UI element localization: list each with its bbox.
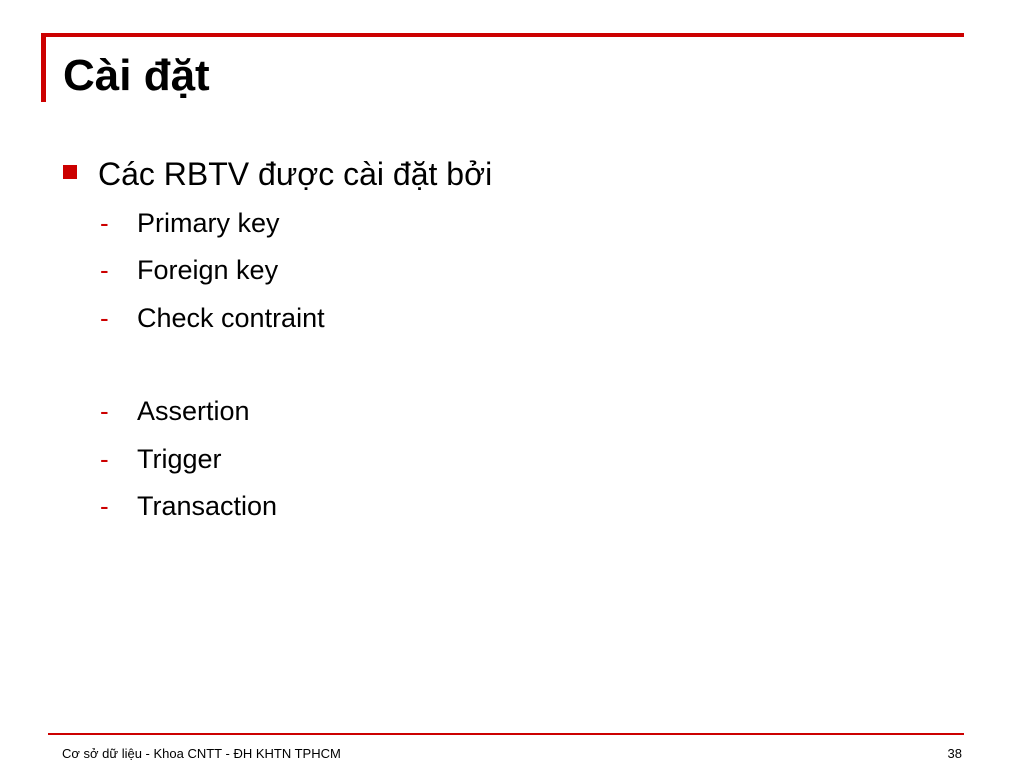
dash-icon: - bbox=[100, 207, 109, 238]
bullet-text: Các RBTV được cài đặt bởi bbox=[98, 156, 493, 192]
sub-item-foreign-key bbox=[100, 252, 278, 288]
sub-item-trigger bbox=[100, 441, 222, 477]
sub-item-label: Assertion bbox=[137, 396, 250, 426]
title-top-rule bbox=[41, 33, 964, 37]
sub-item-label: Primary key bbox=[137, 208, 280, 238]
sub-item-primary-key bbox=[100, 205, 280, 241]
slide-title: Cài đặt bbox=[63, 51, 210, 100]
footer-course-label: Cơ sở dữ liệu - Khoa CNTT - ĐH KHTN TPHCM bbox=[62, 746, 341, 761]
sub-item-check-constraint bbox=[100, 300, 325, 336]
footer-rule bbox=[48, 733, 964, 735]
dash-icon: - bbox=[100, 443, 109, 474]
sub-item-label: Trigger bbox=[137, 444, 222, 474]
dash-icon: - bbox=[100, 395, 109, 426]
sub-item-label: Check contraint bbox=[137, 303, 325, 333]
dash-icon: - bbox=[100, 254, 109, 285]
sub-item-label: Transaction bbox=[137, 491, 278, 521]
title-side-rule bbox=[41, 33, 46, 102]
dash-icon: - bbox=[100, 490, 109, 521]
sub-item-assertion bbox=[100, 393, 250, 429]
bullet-item bbox=[63, 152, 492, 196]
dash-icon: - bbox=[100, 302, 109, 333]
sub-item-transaction bbox=[100, 488, 277, 524]
footer-page-number: 38 bbox=[947, 746, 962, 761]
square-bullet-icon bbox=[63, 165, 77, 179]
sub-item-label: Foreign key bbox=[137, 255, 279, 285]
